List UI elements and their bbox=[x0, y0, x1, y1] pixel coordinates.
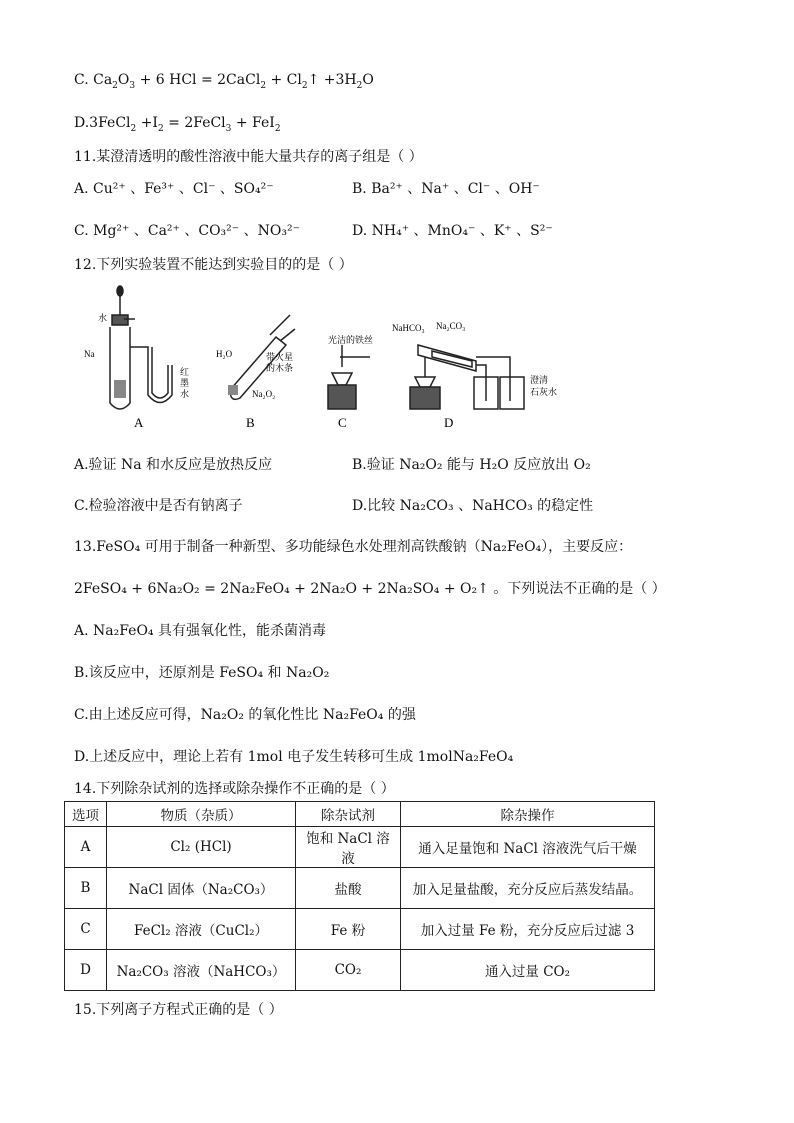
header-substance: 物质（杂质） bbox=[107, 802, 296, 827]
q13-stem: 13.FeSO₄ 可用于制备一种新型、多功能绿色水处理剂高铁酸钠（Na₂FeO₄），主要反应： bbox=[74, 539, 633, 555]
cell-substance: NaCl 固体（Na₂CO₃） bbox=[107, 868, 296, 909]
formula-text: + Cl bbox=[266, 72, 302, 88]
label-nahco3: NaHCO₃ bbox=[392, 323, 425, 333]
cell-option: C bbox=[65, 909, 107, 950]
table-header-row bbox=[65, 802, 655, 827]
cell-substance: Cl₂ (HCl) bbox=[107, 827, 296, 868]
cell-reagent: 饱和 NaCl 溶液 bbox=[296, 827, 401, 868]
cell-operation: 通入足量饱和 NaCl 溶液洗气后干燥 bbox=[401, 827, 655, 868]
label-wire: 光洁的铁丝 bbox=[328, 335, 374, 345]
cell-option: B bbox=[65, 868, 107, 909]
table-row bbox=[65, 868, 655, 909]
cell-reagent: Fe 粉 bbox=[296, 909, 401, 950]
q12-option-c: C.检验溶液中是否有钠离子 bbox=[74, 498, 243, 514]
formula-text: + FeI bbox=[231, 115, 275, 131]
cell-option: D bbox=[65, 950, 107, 991]
header-operation: 除杂操作 bbox=[401, 802, 655, 827]
label-b: B bbox=[246, 415, 255, 430]
formula-text: = 2FeCl bbox=[163, 115, 226, 131]
cell-substance: Na₂CO₃ 溶液（NaHCO₃） bbox=[107, 950, 296, 991]
q10-option-c: C. $Ca_2O_3 + 6$ HCl = 2CaCl$_2$ + $Cl_2↑ +3H_2O$ bbox=[74, 72, 374, 91]
q12-option-a: A.验证 Na 和水反应是放热反应 bbox=[74, 457, 273, 473]
label-splint-2: 的木条 bbox=[266, 363, 294, 373]
cell-substance: FeCl₂ 溶液（CuCl₂） bbox=[107, 909, 296, 950]
label-water: 水 bbox=[98, 313, 108, 323]
purification-table bbox=[64, 801, 655, 991]
table-row bbox=[65, 950, 655, 991]
label-na2co3: Na₂CO₃ bbox=[436, 321, 466, 331]
q13-option-b: B.该反应中，还原剂是 FeSO₄ 和 Na₂O₂ bbox=[74, 665, 330, 681]
q14-stem: 14.下列除杂试剂的选择或除杂操作不正确的是（ ） bbox=[74, 781, 395, 797]
q11-stem: 11.某澄清透明的酸性溶液中能大量共存的离子组是（ ） bbox=[74, 149, 423, 165]
label-red-1: 红 bbox=[180, 367, 190, 377]
q13-option-a: A. Na₂FeO₄ 具有强氧化性，能杀菌消毒 bbox=[74, 623, 326, 639]
q12-option-d: D.比较 Na₂CO₃ 、NaHCO₃ 的稳定性 bbox=[352, 498, 594, 514]
cell-reagent: CO₂ bbox=[296, 950, 401, 991]
formula-text: O bbox=[362, 72, 374, 88]
cell-operation: 加入过量 Fe 粉，充分反应后过滤 3 bbox=[401, 909, 655, 950]
formula-text: C. Ca bbox=[74, 72, 113, 88]
cell-operation: 加入足量盐酸，充分反应后蒸发结晶。 bbox=[401, 868, 655, 909]
label-splint-1: 带火星 bbox=[266, 352, 294, 362]
label-d: D bbox=[444, 415, 454, 430]
q13-option-c: C.由上述反应可得，Na₂O₂ 的氧化性比 Na₂FeO₄ 的强 bbox=[74, 707, 416, 723]
q11-option-c: C. Mg²⁺ 、Ca²⁺ 、CO₃²⁻ 、NO₃²⁻ bbox=[74, 223, 300, 239]
header-reagent: 除杂试剂 bbox=[296, 802, 401, 827]
q10-option-d: D.3FeCl$_2$ $+I_2$ = 2FeCl$_3$ + FeI$_2$ bbox=[74, 115, 281, 134]
q11-option-b: B. Ba²⁺ 、Na⁺ 、Cl⁻ 、OH⁻ bbox=[352, 181, 540, 197]
apparatus-c bbox=[328, 345, 370, 409]
label-lime-2: 石灰水 bbox=[530, 387, 558, 397]
q13-option-d: D.上述反应中，理论上若有 1mol 电子发生转移可生成 1molNa₂FeO₄ bbox=[74, 749, 514, 765]
formula-text: + 6 HCl = 2CaCl bbox=[135, 72, 261, 88]
apparatus-figure bbox=[80, 285, 600, 435]
label-na2o2: Na₂O₂ bbox=[252, 389, 276, 399]
cell-option: A bbox=[65, 827, 107, 868]
q15-stem: 15.下列离子方程式正确的是（ ） bbox=[74, 1002, 283, 1018]
label-na: Na bbox=[84, 349, 95, 359]
q13-equation: 2FeSO₄ + 6Na₂O₂ = 2Na₂FeO₄ + 2Na₂O + 2Na₂SO₄ + O₂↑ 。下列说法不正确的是（ ） bbox=[74, 581, 666, 597]
label-c: C bbox=[338, 415, 347, 430]
label-lime-1: 澄清 bbox=[530, 375, 549, 385]
apparatus-a bbox=[110, 286, 172, 409]
q11-option-a: A. Cu²⁺ 、Fe³⁺ 、Cl⁻ 、SO₄²⁻ bbox=[74, 181, 274, 197]
label-a: A bbox=[134, 415, 144, 430]
formula-text: ↑ +3H bbox=[307, 72, 357, 88]
apparatus-d bbox=[410, 345, 524, 409]
label-red-2: 墨 bbox=[180, 378, 190, 388]
q12-stem: 12.下列实验装置不能达到实验目的的是（ ） bbox=[74, 257, 353, 273]
header-option: 选项 bbox=[65, 802, 107, 827]
table-row bbox=[65, 909, 655, 950]
q12-option-b: B.验证 Na₂O₂ 能与 H₂O 反应放出 O₂ bbox=[352, 457, 591, 473]
label-h2o: H₂O bbox=[216, 349, 233, 359]
formula-text: +I bbox=[136, 115, 158, 131]
label-red-3: 水 bbox=[180, 389, 190, 399]
formula-text: O bbox=[117, 72, 130, 88]
cell-reagent: 盐酸 bbox=[296, 868, 401, 909]
formula-text: D.3FeCl bbox=[74, 115, 131, 131]
table-row bbox=[65, 827, 655, 868]
cell-operation: 通入过量 CO₂ bbox=[401, 950, 655, 991]
q11-option-d: D. NH₄⁺ 、MnO₄⁻ 、K⁺ 、S²⁻ bbox=[352, 223, 553, 239]
